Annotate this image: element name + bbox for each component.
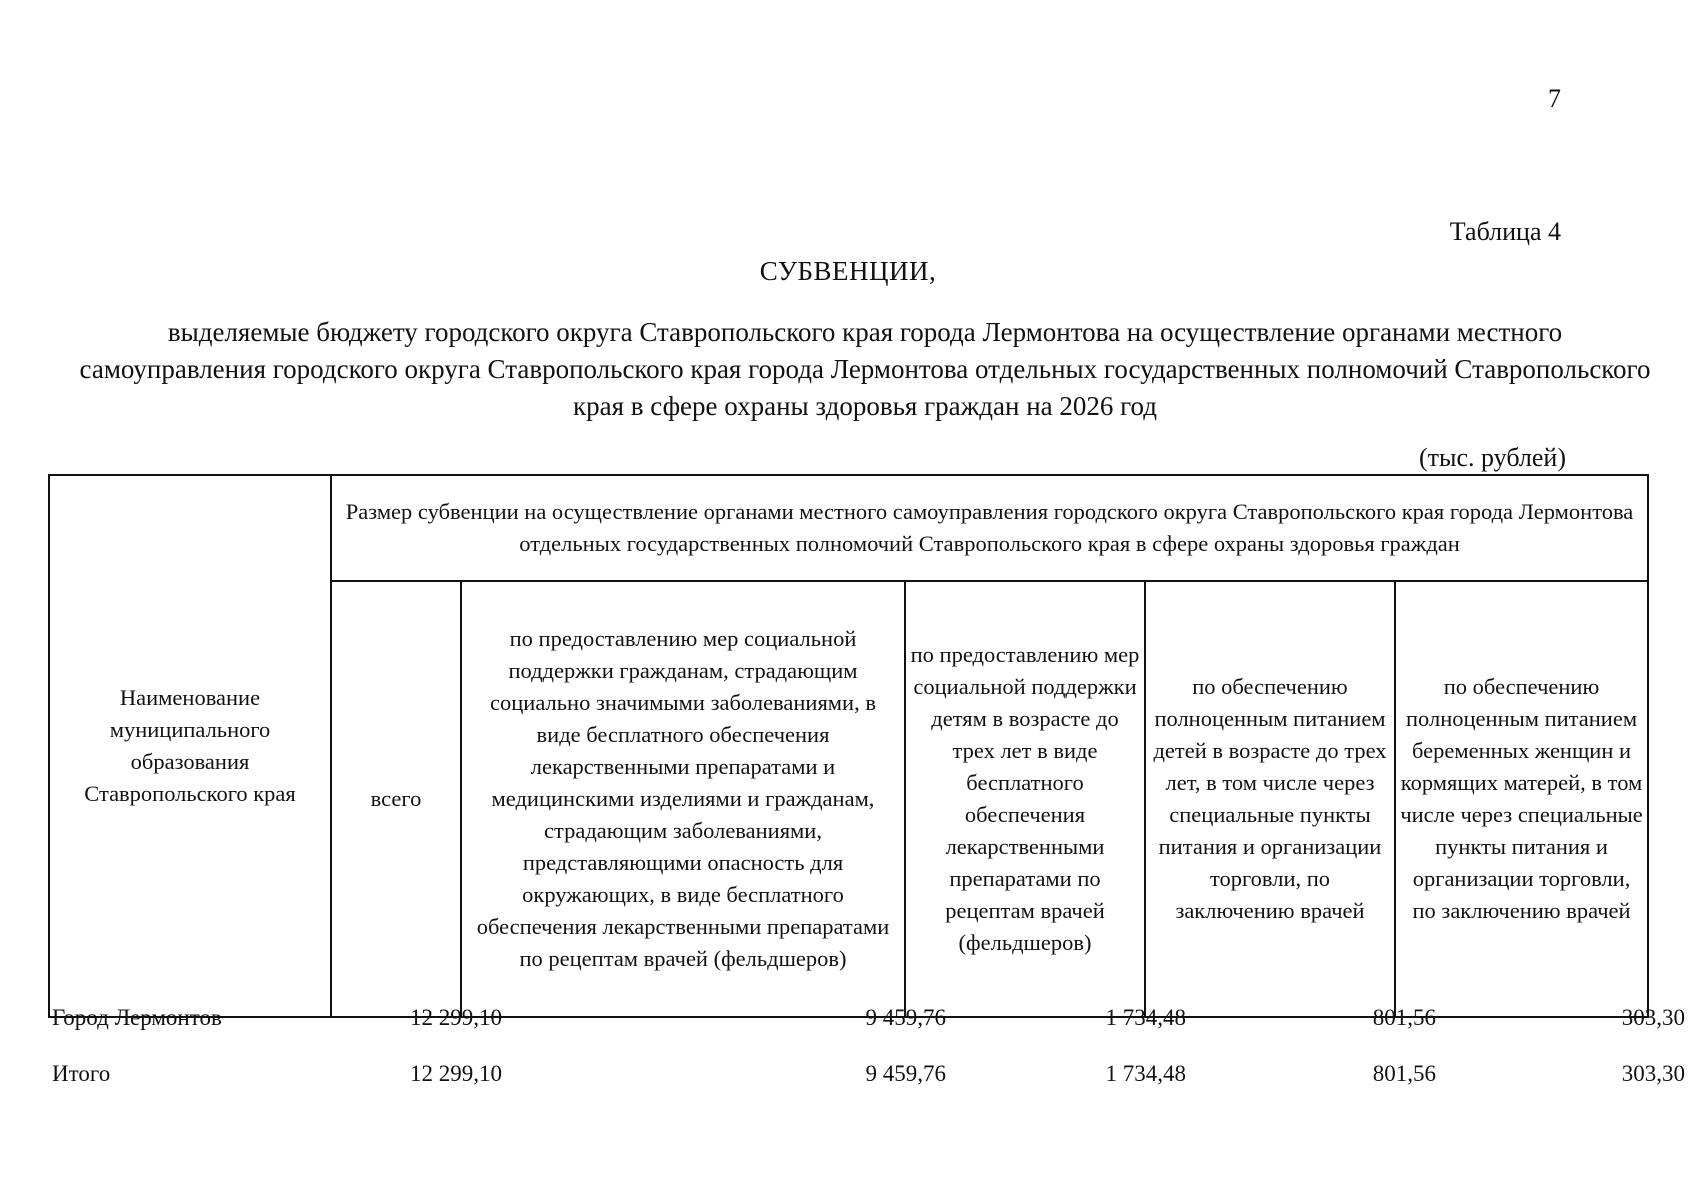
header-children-medicines: по предоставлению мер социальной поддержки детям в возрасте до трех лет в виде бесплатного обеспечения лекарственными препаратами по рецептам врачей (фельдшеров) (905, 581, 1145, 1017)
cell-children-medicines: 1 734,48 (1105, 1005, 1186, 1030)
header-medicines-social-support: по предоставлению мер социальной поддержки гражданам, страдающим социально значимыми заболеваниями, в виде бесплатного обеспечения лекарственными препаратами и медицинскими изделиями и гражданам, страдающим заболеваниями, представляющими опасность для окружающих, в виде бесплатного обеспечения лекарственными препаратами по рецептам врачей (фельдшеров) (461, 581, 905, 1017)
units-label: (тыс. рублей) (1418, 443, 1566, 472)
cell-children-medicines: 1 734,48 (1105, 1061, 1186, 1086)
table-label: Таблица 4 (1449, 217, 1561, 246)
document-title: СУБВЕНЦИИ, (759, 256, 937, 286)
document-subtitle: выделяемые бюджету городского округа Ставропольского края города Лермонтова на осуществление органами местного самоуправления городского округа Ставропольского края города Лермонтова отдельных государственных полномочий Ставропольского края в сфере охраны здоровья граждан на 2026 год (79, 317, 1651, 421)
cell-pregnant-nutrition: 303,30 (1621, 1061, 1685, 1086)
row-name: Итого (52, 1061, 111, 1086)
table-body (48, 1005, 1685, 1091)
cell-total: 12 299,10 (410, 1005, 502, 1030)
cell-medicines-social-support: 9 459,76 (865, 1061, 946, 1086)
cell-total: 12 299,10 (410, 1061, 502, 1086)
table-row-total (48, 1061, 1685, 1091)
cell-pregnant-nutrition: 303,30 (1621, 1005, 1685, 1030)
table-row (48, 1005, 1685, 1035)
cell-medicines-social-support: 9 459,76 (865, 1005, 946, 1030)
header-subvention-group: Размер субвенции на осуществление органами местного самоуправления городского округа Ставропольского края города Лермонтова отдельных государственных полномочий Ставропольского края в сфере охраны здоровья граждан (331, 475, 1648, 581)
page-number: 7 (1548, 84, 1561, 113)
subvention-table-header (48, 474, 1649, 1018)
header-municipality-name: Наименование муниципального образования Ставропольского края (49, 475, 331, 1017)
header-total: всего (331, 581, 461, 1017)
row-name: Город Лермонтов (52, 1005, 222, 1030)
header-pregnant-nutrition: по обеспечению полноценным питанием беременных женщин и кормящих матерей, в том числе через специальные пункты питания и организации торговли, по заключению врачей (1395, 581, 1648, 1017)
header-children-nutrition: по обеспечению полноценным питанием детей в возрасте до трех лет, в том числе через специальные пункты питания и организации торговли, по заключению врачей (1145, 581, 1395, 1017)
cell-children-nutrition: 801,56 (1372, 1005, 1436, 1030)
cell-children-nutrition: 801,56 (1372, 1061, 1436, 1086)
